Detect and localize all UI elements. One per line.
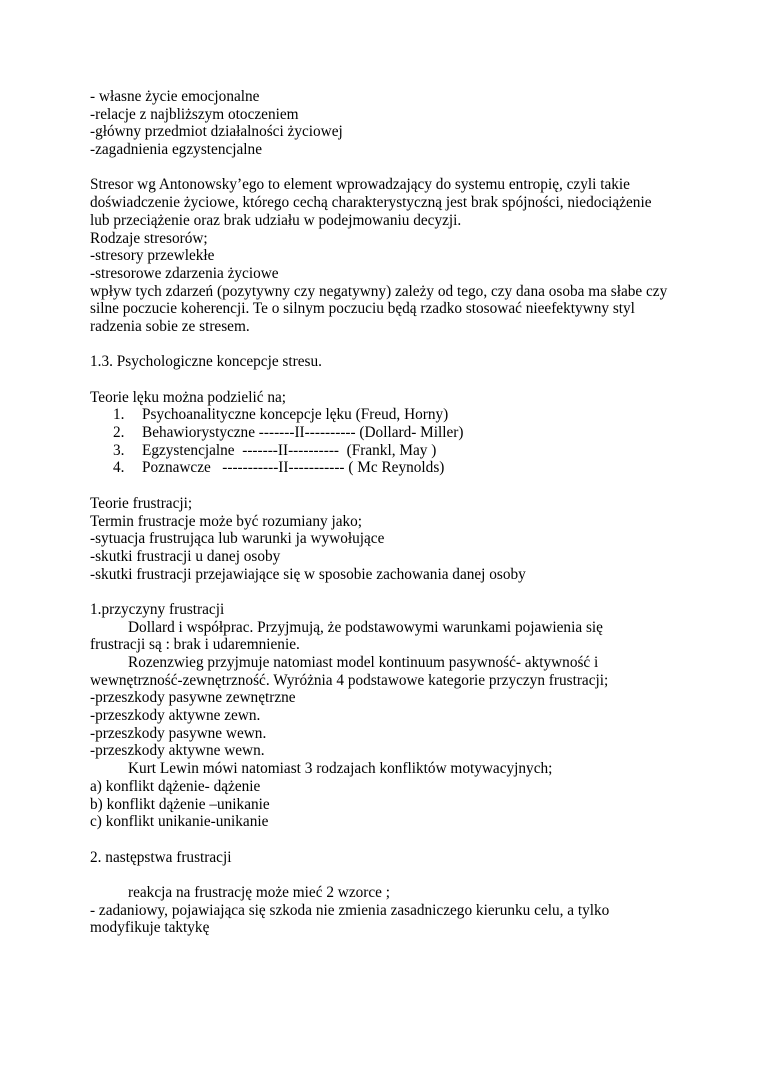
- text-line: -przeszkody aktywne zewn.: [90, 707, 261, 725]
- document-text-block: [90, 88, 705, 937]
- blank-line: [90, 583, 705, 601]
- blank-line: [90, 336, 705, 354]
- text-line: -przeszkody aktywne wewn.: [90, 742, 265, 760]
- text-line: a) konflikt dążenie- dążenie: [90, 777, 261, 795]
- list-item: [90, 442, 705, 460]
- list-marker: 4.: [113, 459, 125, 477]
- text-line: silne poczucie koherencji. Te o silnym poczuciu będą rzadko stosować nieefektywny styl: [90, 300, 635, 318]
- list-marker: 2.: [113, 424, 125, 442]
- text-line: lub przeciążenie oraz brak udziału w podejmowaniu decyzji.: [90, 211, 462, 229]
- list-item: [90, 424, 705, 442]
- text-line: c) konflikt unikanie-unikanie: [90, 813, 269, 831]
- indented-text-line: Rozenzwieg przyjmuje natomiast model kontinuum pasywność- aktywność i: [128, 654, 599, 671]
- text-line: Rodzaje stresorów;: [90, 229, 208, 247]
- text-line: 1.przyczyny frustracji: [90, 600, 225, 618]
- text-line: -relacje z najbliższym otoczeniem: [90, 105, 299, 123]
- text-line: Termin frustracje może być rozumiany jako;: [90, 512, 363, 530]
- text-line: - zadaniowy, pojawiająca się szkoda nie zmienia zasadniczego kierunku celu, a tylko: [90, 901, 610, 919]
- text-line: Teorie lęku można podzielić na;: [90, 388, 287, 406]
- list-item: [90, 459, 705, 477]
- text-line: -skutki frustracji przejawiające się w sposobie zachowania danej osoby: [90, 565, 526, 583]
- indented-text-line: Dollard i współprac. Przyjmują, że podstawowymi warunkami pojawienia się: [128, 618, 603, 636]
- list-item-text: Psychoanalityczne koncepcje lęku (Freud, Horny): [142, 406, 449, 424]
- blank-line: [90, 477, 705, 495]
- text-line: Teorie frustracji;: [90, 494, 193, 512]
- list-item-text: Poznawcze -----------II----------- ( Mc Reynolds): [142, 459, 445, 477]
- blank-line: [90, 371, 705, 389]
- indented-text-line: reakcja na frustrację może mieć 2 wzorce ;: [128, 883, 391, 901]
- text-line: -główny przedmiot działalności życiowej: [90, 123, 343, 141]
- text-line: -stresory przewlekłe: [90, 247, 215, 265]
- list-item: [90, 406, 705, 424]
- text-line: -zagadnienia egzystencjalne: [90, 141, 262, 159]
- text-line: wewnętrzność-zewnętrzność. Wyróżnia 4 podstawowe kategorie przyczyn frustracji;: [90, 671, 609, 689]
- text-line: 2. następstwa frustracji: [90, 848, 232, 866]
- text-line: -przeszkody pasywne wewn.: [90, 724, 267, 742]
- list-item-text: Behawiorystyczne -------II---------- (Dollard- Miller): [142, 424, 464, 442]
- text-line: wpływ tych zdarzeń (pozytywny czy negatywny) zależy od tego, czy dana osoba ma słabe czy: [90, 282, 668, 300]
- blank-line: [90, 831, 705, 849]
- text-line: -skutki frustracji u danej osoby: [90, 547, 281, 565]
- indented-text-line: Kurt Lewin mówi natomiast 3 rodzajach konfliktów motywacyjnych;: [128, 760, 553, 778]
- list-item-text: Egzystencjalne -------II---------- (Frankl, May ): [142, 441, 437, 459]
- text-line: - własne życie emocjonalne: [90, 88, 260, 105]
- section-heading: 1.3. Psychologiczne koncepcje stresu.: [90, 353, 322, 371]
- text-line: -sytuacja frustrująca lub warunki ja wywołujące: [90, 530, 385, 548]
- text-line: doświadczenie życiowe, którego cechą charakterystyczną jest brak spójności, niedociążenie: [90, 194, 652, 212]
- blank-line: [90, 866, 705, 884]
- list-marker: 3.: [113, 441, 125, 459]
- text-line: b) konflikt dążenie –unikanie: [90, 795, 270, 813]
- text-line: -stresorowe zdarzenia życiowe: [90, 264, 279, 282]
- text-line: frustracji są : brak i udaremnienie.: [90, 636, 300, 654]
- text-line: Stresor wg Antonowsky’ego to element wprowadzający do systemu entropię, czyli takie: [90, 176, 630, 194]
- text-line: -przeszkody pasywne zewnętrzne: [90, 689, 296, 707]
- text-line: modyfikuje taktykę: [90, 919, 210, 937]
- text-line: radzenia sobie ze stresem.: [90, 317, 250, 335]
- list-marker: 1.: [113, 406, 125, 424]
- blank-line: [90, 159, 705, 177]
